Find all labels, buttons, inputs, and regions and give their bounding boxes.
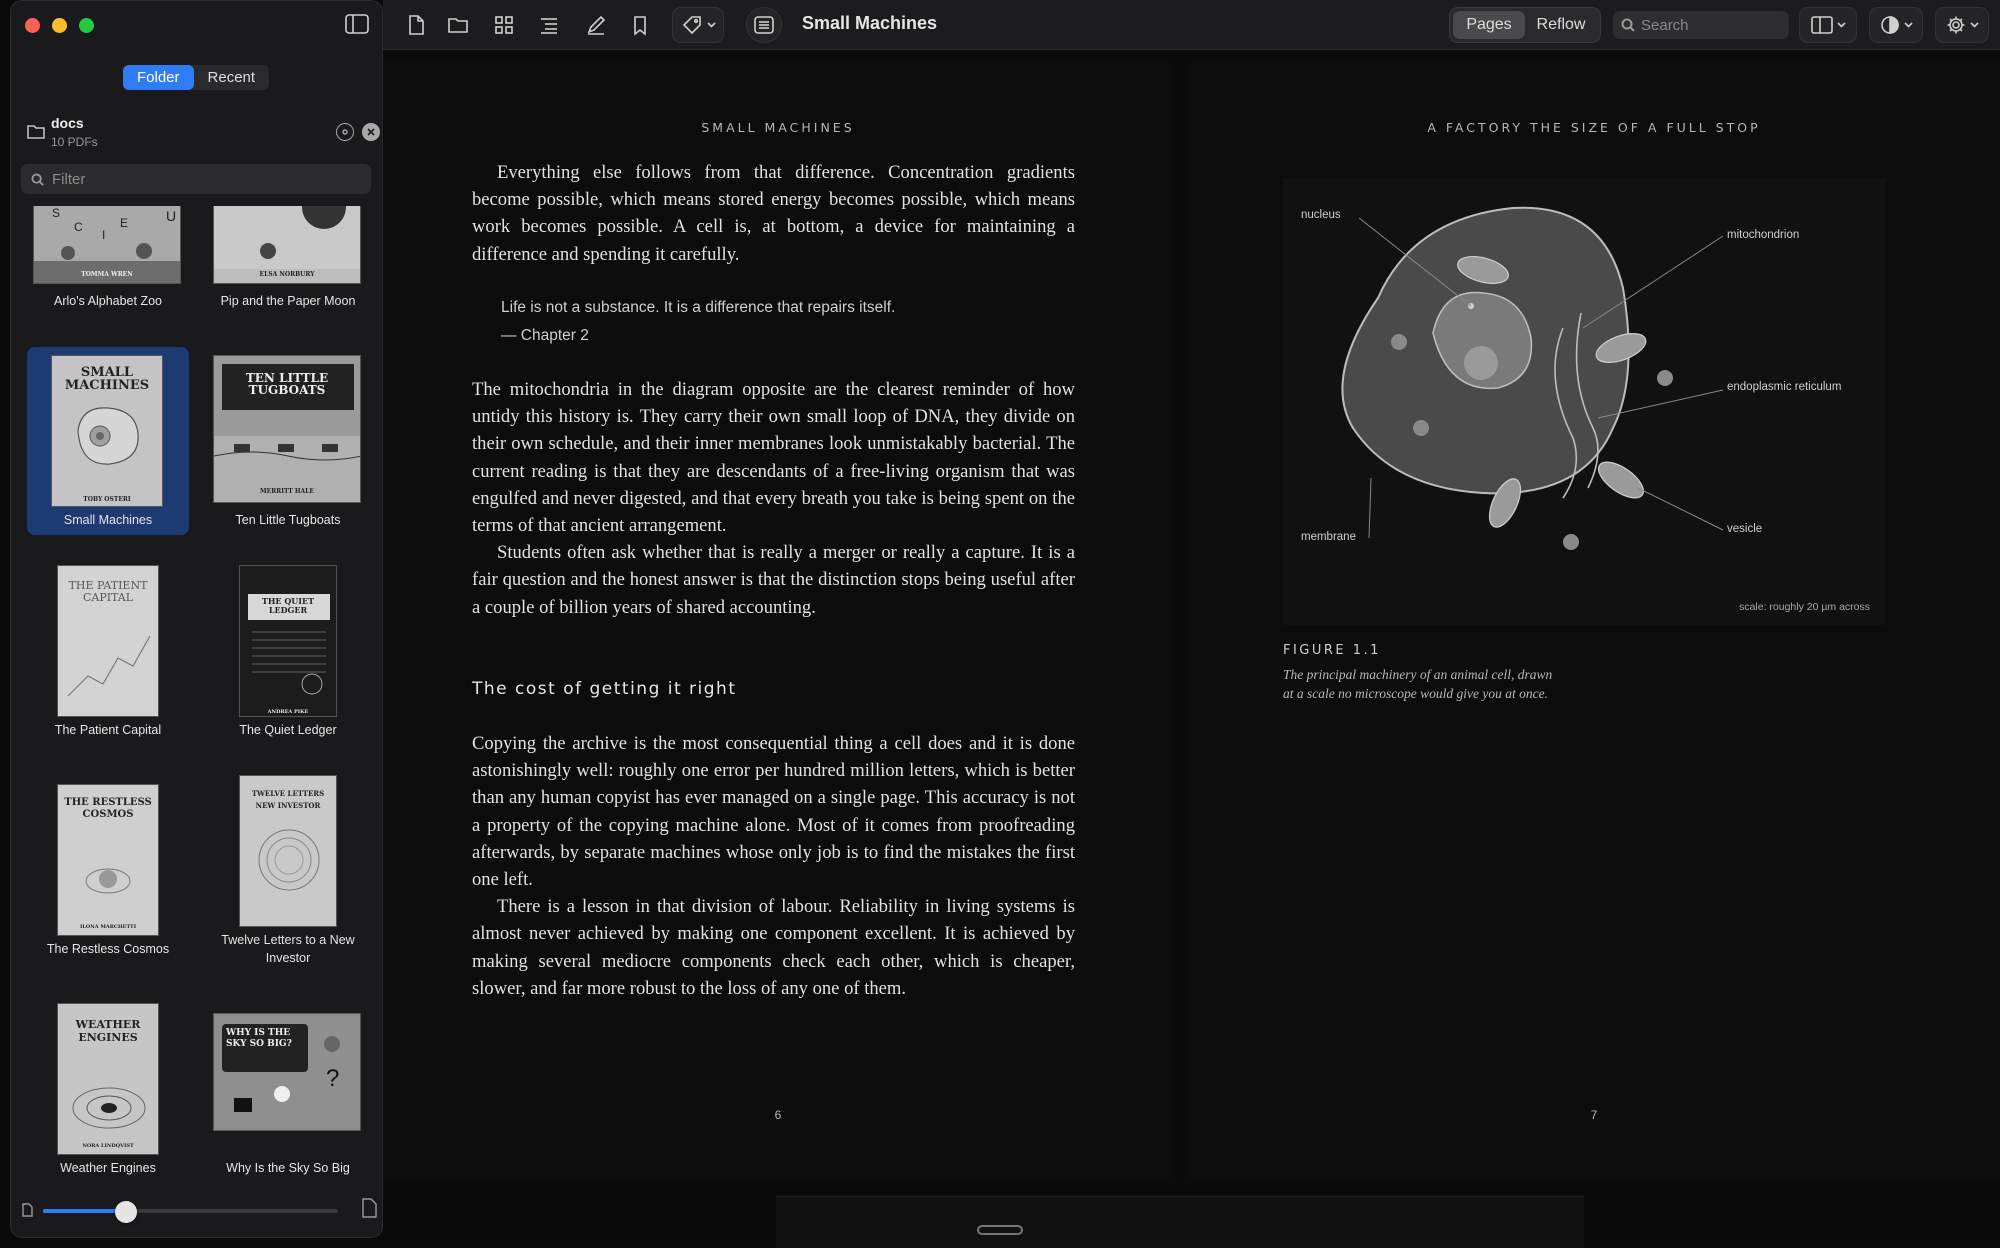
book-label: Pip and the Paper Moon [220, 294, 356, 308]
label-mitochondrion: mitochondrion [1727, 229, 1800, 241]
reader-view-button[interactable] [746, 7, 782, 43]
cover-author: MERRITT HALE [260, 488, 314, 495]
document-title: Small Machines [802, 13, 938, 33]
book-cover [213, 206, 361, 284]
bookmark-icon [629, 14, 651, 36]
chevron-down-icon [1837, 22, 1846, 28]
minimize-window-button[interactable] [52, 18, 67, 33]
cover-illustration [58, 566, 159, 717]
layout-icon [1811, 16, 1833, 34]
book-item[interactable] [27, 557, 189, 745]
book-cover [213, 355, 361, 503]
svg-text:I: I [102, 228, 106, 242]
book-item[interactable] [207, 347, 369, 535]
folder-count: 10 PDFs [51, 135, 98, 149]
settings-menu-button[interactable] [1935, 7, 1989, 43]
svg-text:C: C [74, 220, 83, 234]
settings-icon [340, 127, 350, 137]
cover-title: THE QUIET LEDGER [261, 596, 315, 615]
slider-knob[interactable] [115, 1201, 137, 1223]
folder-icon [447, 14, 469, 36]
reflow-view-button[interactable]: Reflow [1536, 16, 1586, 33]
grid-icon [493, 14, 515, 36]
search-icon [31, 173, 44, 186]
chevron-down-icon [1970, 22, 1979, 28]
book-label: The Quiet Ledger [239, 723, 337, 737]
paragraph: Everything else follows from that difference. Concentration gradients become possible, which means stored energy becomes possible, which means work becomes possible. A cell is, at bottom, a device for maintaining a difference and spending it carefully. [472, 162, 1075, 265]
book-label: Twelve Letters to a New Investor [221, 933, 355, 965]
page-scrubber-bar [776, 1196, 1584, 1248]
tab-folder[interactable]: Folder [123, 65, 194, 90]
search-input[interactable] [1641, 17, 1781, 34]
epigraph-source: — Chapter 2 [501, 327, 589, 344]
close-folder-button[interactable] [362, 123, 380, 141]
book-cover [57, 784, 159, 936]
large-thumbnail-icon [361, 1198, 377, 1223]
cell-diagram [1283, 178, 1886, 625]
body-text-bottom [472, 730, 1075, 1002]
zoom-window-button[interactable] [79, 18, 94, 33]
book-cover [239, 775, 337, 927]
cover-illustration [214, 356, 361, 503]
page-7 [1188, 62, 2000, 1180]
label-membrane: membrane [1301, 531, 1356, 543]
paragraph: Students often ask whether that is really a merger or really a capture. It is a fair question and the honest answer is that the distinction stops being useful after a couple of billion years of shared accounting. [472, 542, 1075, 618]
svg-text:?: ? [326, 1065, 340, 1092]
close-window-button[interactable] [25, 18, 40, 33]
book-label: The Restless Cosmos [46, 942, 170, 956]
svg-text:E: E [120, 216, 129, 230]
gear-icon [1946, 15, 1966, 35]
pages-view-button[interactable]: Pages [1453, 11, 1525, 39]
body-text-middle [472, 376, 1075, 621]
chevron-down-icon [1904, 22, 1913, 28]
book-grid [11, 206, 383, 1181]
library-sidebar [10, 0, 383, 1238]
cover-illustration [52, 356, 163, 507]
book-item[interactable] [207, 206, 369, 316]
book-item[interactable] [27, 206, 189, 316]
label-endoplasmic-reticulum: endoplasmic reticulum [1727, 381, 1842, 393]
book-label: Small Machines [63, 513, 153, 527]
epigraph-quote: Life is not a substance. It is a difference that repairs itself. [501, 299, 896, 316]
search-icon [1621, 18, 1635, 32]
annotate-button[interactable] [581, 10, 611, 40]
folder-name: docs [51, 115, 84, 131]
book-item[interactable] [27, 776, 189, 976]
caption-line: The principal machinery of an animal cell, drawn [1283, 667, 1553, 682]
cover-author: ILONA MARCHETTI [79, 924, 137, 930]
section-heading: The cost of getting it right [472, 679, 737, 699]
cover-author: ANDREA PIKE [267, 709, 309, 715]
figure-caption-title: FIGURE 1.1 [1283, 643, 1381, 658]
tag-icon [681, 14, 703, 36]
book-item[interactable] [207, 995, 369, 1181]
folder-row[interactable] [25, 113, 372, 153]
cover-title: THE RESTLESS COSMOS [64, 797, 152, 820]
sidebar-icon [345, 14, 369, 34]
folder-settings-button[interactable] [336, 123, 354, 141]
paragraph: There is a lesson in that division of labour. Reliability in living systems is almost never achieved by making one component excellent. It is achieved by making several mediocre components check each other, which is cheaper, slower, and far more robust to the loss of any one of them. [472, 896, 1075, 999]
book-label: Arlo's Alphabet Zoo [53, 294, 162, 308]
running-head: SMALL MACHINES [701, 120, 855, 135]
cover-title: TWELVE LETTERS NEW INVESTOR [251, 789, 325, 810]
search-field [1613, 11, 1789, 39]
cover-author: ELSA NORBURY [259, 271, 315, 278]
book-cover [51, 355, 163, 507]
chevron-down-icon [707, 22, 716, 28]
cover-author: TOMMA WREN [81, 271, 133, 278]
cover-author: NORA LINDQVIST [82, 1143, 134, 1149]
main-toolbar [383, 0, 2000, 50]
book-item[interactable] [207, 767, 369, 977]
cover-title: WEATHER ENGINES [75, 1018, 141, 1044]
layout-menu-button[interactable] [1799, 7, 1857, 43]
new-document-button[interactable] [401, 10, 431, 40]
book-cover [239, 565, 337, 717]
slider-track [43, 1209, 338, 1213]
folder-icon [27, 123, 45, 144]
bookmark-button[interactable] [625, 10, 655, 40]
book-item[interactable] [27, 995, 189, 1181]
cover-title: WHY IS THE SKY SO BIG? [226, 1028, 292, 1049]
cell-illustration [1283, 178, 1886, 625]
cover-title: THE PATIENT CAPITAL [68, 579, 148, 604]
page-scrubber-handle[interactable] [977, 1225, 1023, 1235]
book-cover [213, 1013, 361, 1131]
svg-text:S: S [52, 206, 61, 220]
book-cover [57, 565, 159, 717]
view-mode-control [1449, 7, 1601, 43]
outline-button[interactable] [534, 10, 564, 40]
paragraph: Copying the archive is the most consequential thing a cell does and it is done astonishingly well: roughly one error per hundred million letters, which is better than any human copyist has ever managed on a single page. This accuracy is not a property of the copying machine alone. Most of it comes from proofreading afterwards, by separate machines whose only job is to find the mistakes the first one left. [472, 733, 1075, 891]
sidebar-toggle-button[interactable] [345, 14, 371, 36]
close-icon [367, 128, 375, 136]
thumbnail-size-slider[interactable] [21, 1195, 374, 1225]
book-label: Ten Little Tugboats [235, 513, 341, 527]
label-nucleus: nucleus [1301, 209, 1341, 221]
reader-icon [754, 16, 774, 34]
running-head: A FACTORY THE SIZE OF A FULL STOP [1427, 120, 1761, 135]
cover-author: TOBY OSTERI [83, 496, 131, 503]
pen-icon [585, 14, 607, 36]
document-icon [405, 14, 427, 36]
figure-caption [1283, 665, 1593, 703]
tab-recent[interactable]: Recent [207, 69, 256, 86]
slider-fill [43, 1209, 126, 1213]
filter-input[interactable] [52, 171, 251, 188]
cover-illustration [214, 1014, 361, 1131]
cover-title: SMALL MACHINES [64, 365, 150, 393]
svg-text:U: U [166, 208, 177, 224]
body-text-top [472, 159, 1075, 268]
book-cover [57, 1003, 159, 1155]
cover-illustration [58, 1004, 159, 1155]
book-label: Weather Engines [60, 1161, 156, 1175]
small-thumbnail-icon [21, 1203, 33, 1222]
sidebar-tabs [123, 65, 269, 90]
filter-field [21, 164, 371, 194]
cover-title: TEN LITTLE TUGBOATS [245, 371, 329, 397]
cover-illustration [58, 785, 159, 936]
book-item-selected[interactable] [27, 347, 189, 535]
page-number: 6 [774, 1108, 782, 1122]
grid-view-button[interactable] [489, 10, 519, 40]
book-label: Why Is the Sky So Big [226, 1161, 350, 1175]
list-icon [538, 14, 560, 36]
page-number: 7 [1590, 1108, 1598, 1122]
book-label: The Patient Capital [54, 723, 162, 737]
caption-line: at a scale no microscope would give you at once. [1283, 686, 1548, 701]
label-vesicle: vesicle [1727, 523, 1763, 535]
cover-illustration [240, 566, 337, 717]
open-folder-button[interactable] [443, 10, 473, 40]
scale-note: scale: roughly 20 µm across [1739, 601, 1870, 613]
theme-menu-button[interactable] [1869, 7, 1923, 43]
book-item[interactable] [207, 557, 369, 745]
cover-illustration [240, 776, 337, 927]
paragraph: The mitochondria in the diagram opposite are the clearest reminder of how untidy this history is. They carry their own small loop of DNA, they divide on their own schedule, and their inner membranes look unmistakably bacterial. The current reading is that they are descendants of a free-living organism that was engulfed and never digested, and that every breath you take is being spent on the terms of that ancient arrangement. [472, 379, 1075, 537]
tag-menu-button[interactable] [672, 7, 724, 43]
epigraph [501, 294, 1061, 350]
page-6 [384, 62, 1172, 1180]
book-cover [33, 206, 181, 284]
contrast-icon [1880, 15, 1900, 35]
